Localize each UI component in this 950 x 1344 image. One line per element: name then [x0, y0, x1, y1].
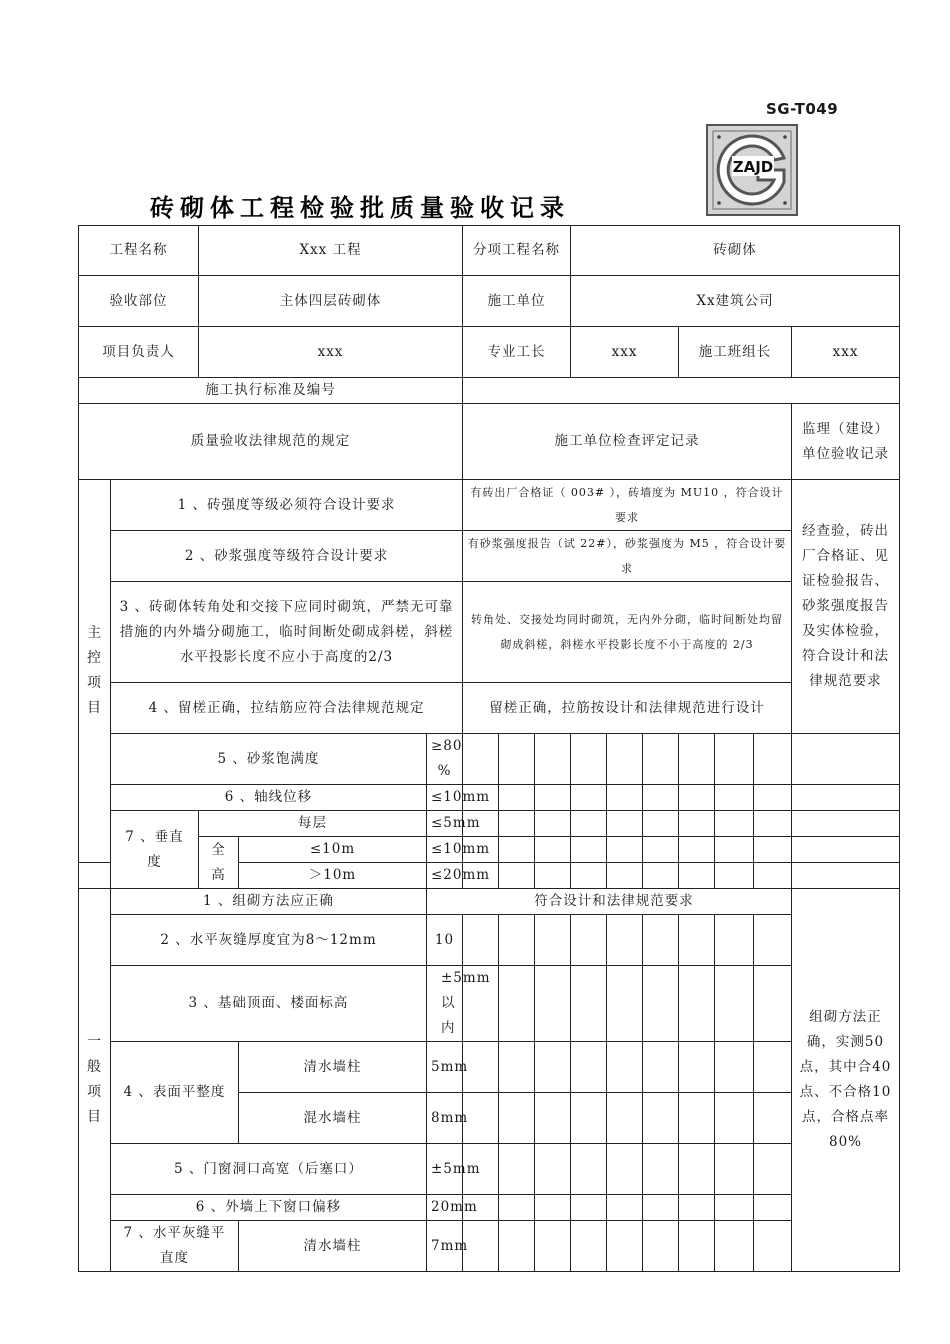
main-item-6-value: ≤10mm	[427, 785, 463, 811]
project-name-value: Xxx 工程	[199, 226, 463, 276]
general-item-1: 1 、组砌方法应正确	[111, 889, 427, 915]
team-leader-label: 施工班组长	[679, 327, 792, 378]
column-contractor-check-heading: 施工单位检查评定记录	[463, 404, 792, 480]
standard-label: 施工执行标准及编号	[79, 378, 463, 404]
main-item-7-over-10m-value: ≤20mm	[427, 863, 463, 889]
general-item-1-record: 符合设计和法律规范要求	[427, 889, 792, 915]
main-control-remark: 经查验，砖出厂合格证、见证检验报告、砂浆强度报告及实体检验，符合设计和法律规范要求	[792, 480, 900, 734]
team-leader-value: xxx	[792, 327, 900, 378]
general-item-7-value: 7mm	[427, 1221, 463, 1272]
main-item-3: 3 、砖砌体转角处和交接下应同时砌筑，严禁无可靠措施的内外墙分砌施工，临时间断处砌成斜槎，斜槎水平投影长度不应小于高度的2/3	[111, 582, 463, 683]
general-item-6: 6 、外墙上下窗口偏移	[111, 1195, 427, 1221]
main-item-4: 4 、留槎正确，拉结筋应符合法律规范规定	[111, 683, 463, 734]
general-item-3: 3 、基础顶面、楼面标高	[111, 966, 427, 1042]
main-item-7-under-10m-value: ≤10mm	[427, 837, 463, 863]
main-item-6: 6 、轴线位移	[111, 785, 427, 811]
main-item-5-value: ≥80 %	[427, 734, 463, 785]
svg-text:ZAJD: ZAJD	[732, 158, 774, 176]
main-item-7-under-10m: ≤10m	[239, 837, 427, 863]
general-remark: 组砌方法正确，实测50点，其中合40点、不合格10点，合格点率80%	[792, 889, 900, 1272]
general-item-4-clear-wall: 清水墙柱	[239, 1042, 427, 1093]
general-item-2-value: 10	[427, 915, 463, 966]
general-item-5: 5 、门窗洞口高宽（后塞口）	[111, 1144, 427, 1195]
sub-project-value: 砖砌体	[571, 226, 900, 276]
main-item-7-over-10m: ＞10m	[239, 863, 427, 889]
general-item-4-mixed-wall-value: 8mm	[427, 1093, 463, 1144]
column-spec-heading: 质量验收法律规范的规定	[79, 404, 463, 480]
contractor-label: 施工单位	[463, 276, 571, 327]
project-name-label: 工程名称	[79, 226, 199, 276]
column-supervisor-heading: 监理（建设）单位验收记录	[792, 404, 900, 480]
main-item-1-record: 有砖出厂合格证（ 003# ），砖墙度为 MU10 ，符合设计要求	[463, 480, 792, 531]
main-item-2: 2 、砂浆强度等级符合设计要求	[111, 531, 463, 582]
project-leader-value: xxx	[199, 327, 463, 378]
general-item-4-clear-wall-value: 5mm	[427, 1042, 463, 1093]
main-item-7-per-floor: 每层	[199, 811, 427, 837]
main-item-4-record: 留槎正确，拉筋按设计和法律规范进行设计	[463, 683, 792, 734]
general-item-3-value: ±5mm 以内	[427, 966, 463, 1042]
main-item-5: 5 、砂浆饱满度	[111, 734, 427, 785]
document-title: 砖砌体工程检验批质量验收记录	[150, 194, 570, 222]
main-control-label: 主控项目	[79, 480, 111, 863]
acceptance-part-label: 验收部位	[79, 276, 199, 327]
main-item-7-full-height: 全高	[199, 837, 239, 889]
general-item-6-value: 20mm	[427, 1195, 463, 1221]
project-leader-label: 项目负责人	[79, 327, 199, 378]
main-item-1: 1 、砖强度等级必须符合设计要求	[111, 480, 463, 531]
sub-project-label: 分项工程名称	[463, 226, 571, 276]
contractor-value: Xx建筑公司	[571, 276, 900, 327]
general-item-4: 4 、表面平整度	[111, 1042, 239, 1144]
main-item-3-record: 转角处、交接处均同时砌筑，无内外分砌，临时间断处均留砌成斜槎，斜槎水平投影长度不小于高度的 2/3	[463, 582, 792, 683]
foreman-value: xxx	[571, 327, 679, 378]
main-item-7-per-floor-value: ≤5mm	[427, 811, 463, 837]
general-label: 一般项目	[79, 889, 111, 1272]
acceptance-part-value: 主体四层砖砌体	[199, 276, 463, 327]
zajd-logo-icon	[706, 124, 798, 216]
general-item-4-mixed-wall: 混水墙柱	[239, 1093, 427, 1144]
inspection-form-table	[78, 225, 900, 1272]
general-item-7: 7 、水平灰缝平直度	[111, 1221, 239, 1272]
foreman-label: 专业工长	[463, 327, 571, 378]
general-item-2: 2 、水平灰缝厚度宜为8～12mm	[111, 915, 427, 966]
general-item-7-clear-wall: 清水墙柱	[239, 1221, 427, 1272]
form-code: SG-T049	[766, 100, 839, 118]
general-item-5-value: ±5mm	[427, 1144, 463, 1195]
main-item-7: 7 、垂直度	[111, 811, 199, 889]
main-item-2-record: 有砂浆强度报告（试 22#），砂浆强度为 M5 ，符合设计要求	[463, 531, 792, 582]
standard-value	[463, 378, 900, 404]
